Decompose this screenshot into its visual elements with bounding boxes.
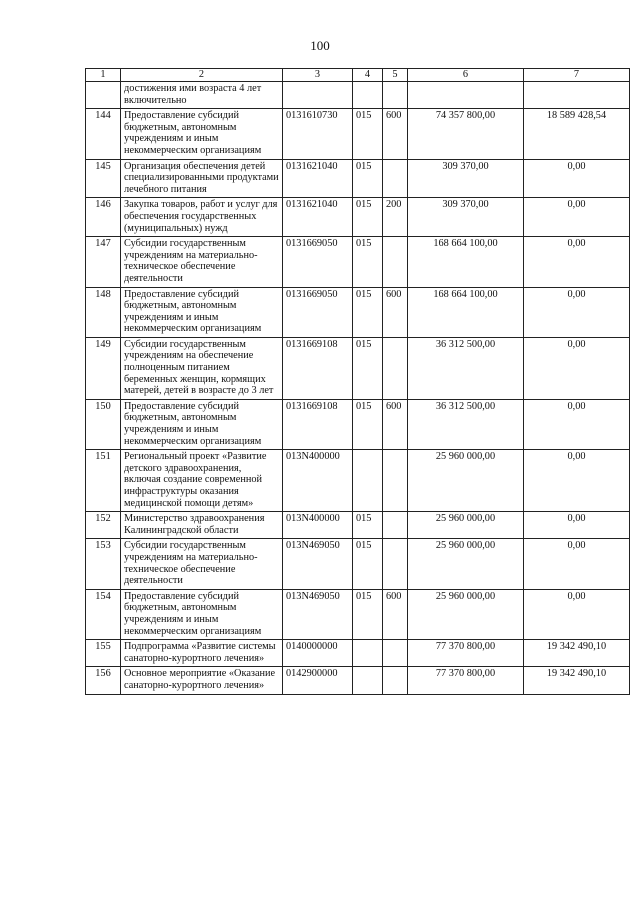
row-number-cell: 155 [86, 640, 121, 667]
table-row [86, 198, 630, 237]
amount-executed-cell: 0,00 [524, 450, 630, 512]
department-code-cell [353, 640, 383, 667]
amount-planned-cell: 36 312 500,00 [408, 337, 524, 399]
column-header: 1 [86, 69, 121, 82]
amount-executed-cell: 0,00 [524, 539, 630, 589]
department-code-cell: 015 [353, 287, 383, 337]
target-code-cell [283, 82, 353, 109]
item-name-cell: Предоставление субсидий бюджетным, автономным учреждениям и иным некоммерческим организациям [121, 287, 283, 337]
amount-planned-cell: 168 664 100,00 [408, 237, 524, 287]
table-row [86, 237, 630, 287]
item-name-cell: Субсидии государственным учреждениям на материально-техническое обеспечение деятельности [121, 539, 283, 589]
amount-planned-cell: 25 960 000,00 [408, 450, 524, 512]
table-row [86, 109, 630, 159]
department-code-cell: 015 [353, 159, 383, 198]
amount-planned-cell: 36 312 500,00 [408, 399, 524, 449]
amount-planned-cell: 74 357 800,00 [408, 109, 524, 159]
target-code-cell: 0131610730 [283, 109, 353, 159]
table-row [86, 640, 630, 667]
item-name-cell: Региональный проект «Развитие детского здравоохранения, включая создание современной инфраструктуры оказания медицинской помощи детям» [121, 450, 283, 512]
target-code-cell: 0142900000 [283, 667, 353, 694]
target-code-cell: 0131669050 [283, 287, 353, 337]
page-number: 100 [310, 38, 330, 53]
table-row [86, 337, 630, 399]
table-row [86, 159, 630, 198]
expense-type-cell: 600 [383, 399, 408, 449]
column-header: 7 [524, 69, 630, 82]
department-code-cell: 015 [353, 237, 383, 287]
amount-executed-cell [524, 82, 630, 109]
row-number-cell: 148 [86, 287, 121, 337]
amount-planned-cell [408, 82, 524, 109]
row-number-cell: 145 [86, 159, 121, 198]
target-code-cell: 0131621040 [283, 198, 353, 237]
department-code-cell: 015 [353, 399, 383, 449]
item-name-cell: Основное мероприятие «Оказание санаторно-курортного лечения» [121, 667, 283, 694]
table-row [86, 82, 630, 109]
table-row [86, 399, 630, 449]
column-header: 2 [121, 69, 283, 82]
item-name-cell: Подпрограмма «Развитие системы санаторно-курортного лечения» [121, 640, 283, 667]
item-name-cell: Субсидии государственным учреждениям на материально-техническое обеспечение деятельности [121, 237, 283, 287]
department-code-cell: 015 [353, 198, 383, 237]
department-code-cell: 015 [353, 589, 383, 639]
expense-type-cell: 600 [383, 109, 408, 159]
department-code-cell: 015 [353, 109, 383, 159]
item-name-cell: Организация обеспечения детей специализированными продуктами лечебного питания [121, 159, 283, 198]
item-name-cell: Предоставление субсидий бюджетным, автономным учреждениям и иным некоммерческим организациям [121, 109, 283, 159]
expense-type-cell [383, 667, 408, 694]
target-code-cell: 013N469050 [283, 539, 353, 589]
row-number-cell: 151 [86, 450, 121, 512]
amount-executed-cell: 19 342 490,10 [524, 640, 630, 667]
expense-type-cell: 600 [383, 287, 408, 337]
amount-executed-cell: 0,00 [524, 337, 630, 399]
row-number-cell: 152 [86, 512, 121, 539]
amount-executed-cell: 0,00 [524, 159, 630, 198]
department-code-cell: 015 [353, 512, 383, 539]
expense-type-cell: 200 [383, 198, 408, 237]
target-code-cell: 0131669108 [283, 337, 353, 399]
department-code-cell [353, 82, 383, 109]
amount-executed-cell: 0,00 [524, 287, 630, 337]
expense-type-cell [383, 237, 408, 287]
row-number-cell: 153 [86, 539, 121, 589]
target-code-cell: 013N400000 [283, 450, 353, 512]
table-row [86, 287, 630, 337]
table-header-row [86, 69, 630, 82]
row-number-cell: 147 [86, 237, 121, 287]
target-code-cell: 0131669050 [283, 237, 353, 287]
row-number-cell [86, 82, 121, 109]
column-header: 4 [353, 69, 383, 82]
department-code-cell: 015 [353, 337, 383, 399]
department-code-cell: 015 [353, 539, 383, 589]
department-code-cell [353, 667, 383, 694]
column-header: 3 [283, 69, 353, 82]
item-name-cell: Субсидии государственным учреждениям на обеспечение полноценным питанием беременных женщин, кормящих матерей, детей в возрасте до 3 лет [121, 337, 283, 399]
budget-table [85, 68, 630, 695]
expense-type-cell [383, 159, 408, 198]
table-row [86, 512, 630, 539]
target-code-cell: 0131621040 [283, 159, 353, 198]
item-name-cell: Предоставление субсидий бюджетным, автономным учреждениям и иным некоммерческим организациям [121, 589, 283, 639]
amount-executed-cell: 19 342 490,10 [524, 667, 630, 694]
expense-type-cell [383, 640, 408, 667]
table-row [86, 539, 630, 589]
department-code-cell [353, 450, 383, 512]
row-number-cell: 149 [86, 337, 121, 399]
amount-planned-cell: 309 370,00 [408, 159, 524, 198]
column-header: 6 [408, 69, 524, 82]
target-code-cell: 013N469050 [283, 589, 353, 639]
amount-executed-cell: 0,00 [524, 237, 630, 287]
amount-executed-cell: 0,00 [524, 198, 630, 237]
amount-planned-cell: 25 960 000,00 [408, 539, 524, 589]
table-row [86, 667, 630, 694]
table-row [86, 589, 630, 639]
item-name-cell: достижения ими возраста 4 лет включительно [121, 82, 283, 109]
expense-type-cell [383, 539, 408, 589]
item-name-cell: Министерство здравоохранения Калининградской области [121, 512, 283, 539]
amount-planned-cell: 77 370 800,00 [408, 640, 524, 667]
row-number-cell: 146 [86, 198, 121, 237]
amount-executed-cell: 18 589 428,54 [524, 109, 630, 159]
amount-planned-cell: 25 960 000,00 [408, 589, 524, 639]
item-name-cell: Закупка товаров, работ и услуг для обеспечения государственных (муниципальных) нужд [121, 198, 283, 237]
amount-executed-cell: 0,00 [524, 512, 630, 539]
amount-planned-cell: 77 370 800,00 [408, 667, 524, 694]
target-code-cell: 0140000000 [283, 640, 353, 667]
table-row [86, 450, 630, 512]
amount-planned-cell: 309 370,00 [408, 198, 524, 237]
amount-planned-cell: 168 664 100,00 [408, 287, 524, 337]
row-number-cell: 150 [86, 399, 121, 449]
expense-type-cell [383, 82, 408, 109]
amount-executed-cell: 0,00 [524, 589, 630, 639]
row-number-cell: 154 [86, 589, 121, 639]
expense-type-cell [383, 450, 408, 512]
expense-type-cell [383, 337, 408, 399]
target-code-cell: 0131669108 [283, 399, 353, 449]
table-body [86, 82, 630, 695]
amount-planned-cell: 25 960 000,00 [408, 512, 524, 539]
column-header: 5 [383, 69, 408, 82]
row-number-cell: 156 [86, 667, 121, 694]
amount-executed-cell: 0,00 [524, 399, 630, 449]
expense-type-cell: 600 [383, 589, 408, 639]
row-number-cell: 144 [86, 109, 121, 159]
target-code-cell: 013N400000 [283, 512, 353, 539]
item-name-cell: Предоставление субсидий бюджетным, автономным учреждениям и иным некоммерческим организациям [121, 399, 283, 449]
expense-type-cell [383, 512, 408, 539]
